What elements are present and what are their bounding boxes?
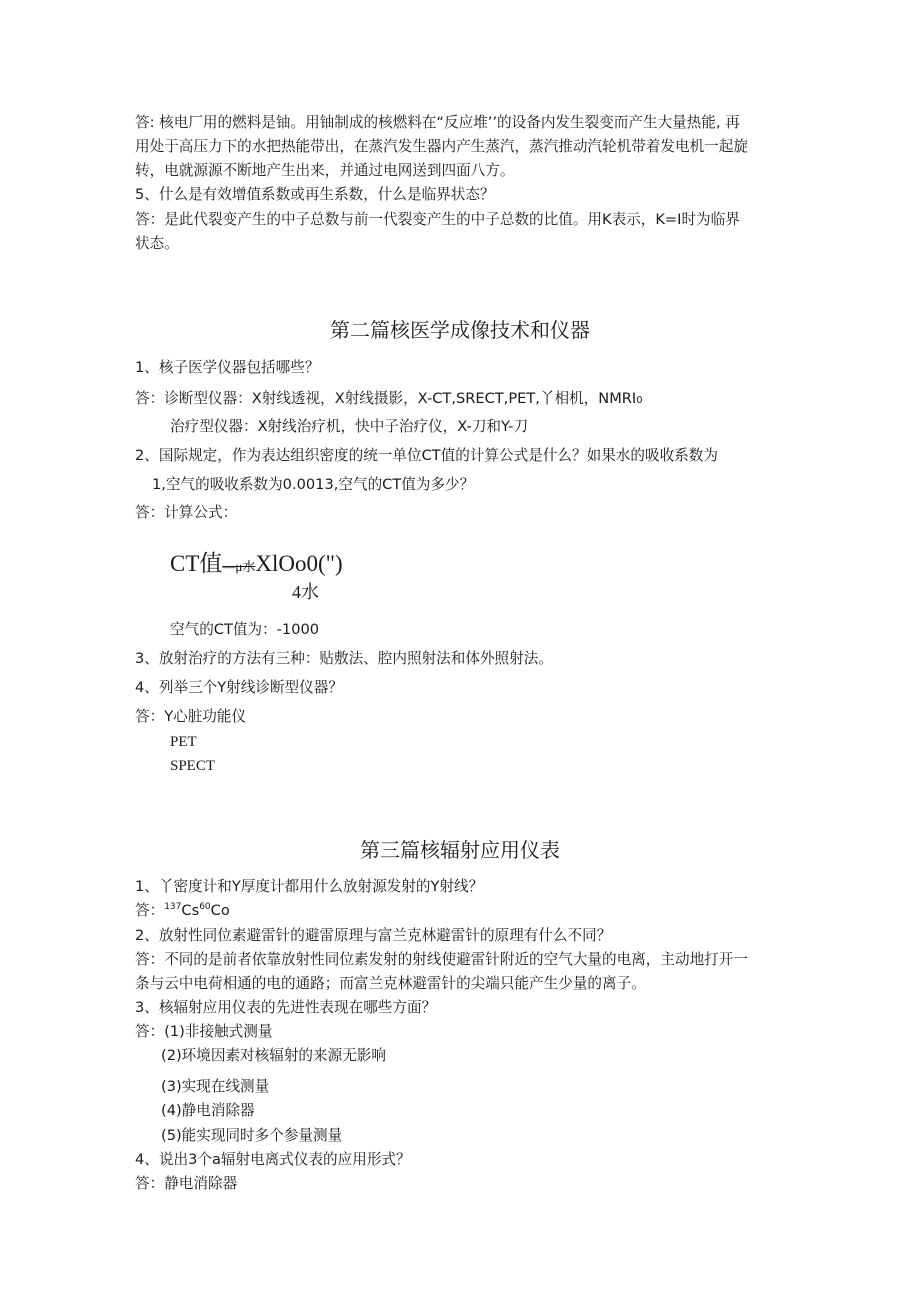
- ct-formula-denominator: 4水: [292, 582, 319, 602]
- answer-line-1: 答: 核电厂用的燃料是铀。用铀制成的核燃料在“反应堆’’的设备内发生裂变而产生大量热能, 再: [135, 114, 740, 131]
- sec2-question-1: 1、核子医学仪器包括哪些？: [135, 359, 320, 376]
- sec3-answer-1: 答：$^{137}$Cs$^{60}$Co: [135, 902, 230, 919]
- sec3-answer-3-item-2: (2)环境因素对核辐射的来源无影响: [161, 1047, 386, 1064]
- sec3-answer-4: 答：静电消除器: [135, 1175, 238, 1192]
- sec2-answer-2: 答：计算公式：: [135, 504, 238, 521]
- sec2-answer-4: 答：Y心脏功能仪: [135, 708, 247, 725]
- sec3-question-4: 4、说出3个a辐射电离式仪表的应用形式？: [135, 1151, 411, 1168]
- sec2-answer-4-pet: PET: [170, 734, 197, 750]
- question-5: 5、什么是有效增值系数或再生系数，什么是临界状态？: [135, 186, 495, 203]
- sec3-answer-3-item-1: 答：(1)非接触式测量: [135, 1023, 273, 1040]
- sec3-question-2: 2、放射性同位素避雷针的避雷原理与富兰克林避雷针的原理有什么不同？: [135, 927, 612, 944]
- answer-line-3: 转，电就源源不断地产生出来，并通过电网送到四面八方。: [135, 162, 515, 179]
- sec3-question-3: 3、核辐射应用仪表的先进性表现在哪些方面？: [135, 999, 437, 1016]
- sec2-answer-1-line-1: 答：诊断型仪器：X射线透视，X射线摄影，X-CT,SRECT,PET,丫相机，NMRI0: [135, 390, 643, 407]
- sec3-answer-2-line-2: 条与云中电荷相通的电的通路；而富兰克林避雷针的尖端只能产生少量的离子。: [135, 975, 646, 992]
- sec2-question-2-line-2: 1,空气的吸收系数为0.0013,空气的CT值为多少？: [152, 476, 475, 493]
- sec3-answer-2-line-1: 答：不同的是前者依靠放射性同位素发射的射线使避雷针附近的空气大量的电离，主动地打开一: [135, 951, 748, 968]
- answer-5-line-2: 状态。: [135, 235, 179, 252]
- section-3-title: 第三篇核辐射应用仪表: [360, 838, 560, 862]
- subscript-zero: 0: [636, 395, 643, 406]
- sec2-question-3: 3、放射治疗的方法有三种：贴敷法、腔内照射法和体外照射法。: [135, 650, 553, 667]
- ct-formula: CT值—μ水XlOo0("): [170, 551, 343, 576]
- sec3-answer-3-item-5: (5)能实现同时多个参量测量: [161, 1127, 343, 1144]
- sec3-answer-3-item-3: (3)实现在线测量: [161, 1078, 270, 1095]
- section-2-title: 第二篇核医学成像技术和仪器: [330, 318, 590, 342]
- answer-line-2: 用处于高压力下的水把热能带出，在蒸汽发生器内产生蒸汽，蒸汽推动汽轮机带着发电机一起旋: [135, 138, 748, 155]
- sec2-question-4: 4、列举三个Y射线诊断型仪器？: [135, 679, 343, 696]
- sec2-answer-1-line-2: 治疗型仪器：X射线治疗机，快中子治疗仪，X-刀和Y-刀: [170, 418, 529, 435]
- air-ct-value: 空气的CT值为：-1000: [170, 621, 320, 638]
- sec3-answer-3-item-4: (4)静电消除器: [161, 1102, 255, 1119]
- sec3-question-1: 1、丫密度计和Y厚度计都用什么放射源发射的Y射线？: [135, 878, 484, 895]
- answer-5-line-1: 答：是此代裂变产生的中子总数与前一代裂变产生的中子总数的比值。用K表示，K=I时为临界: [135, 211, 740, 228]
- sec2-answer-4-spect: SPECT: [170, 758, 216, 774]
- sec2-question-2-line-1: 2、国际规定，作为表达组织密度的统一单位CT值的计算公式是什么？如果水的吸收系数为: [135, 447, 718, 464]
